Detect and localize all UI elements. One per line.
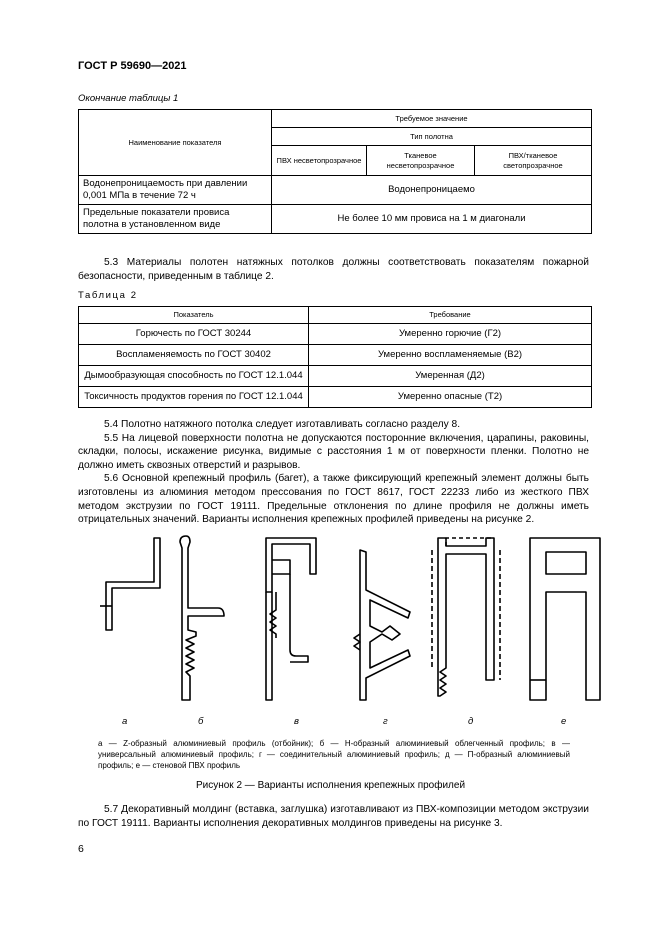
profile-b-drawing <box>180 536 224 700</box>
paragraph-text: 5.7 Декоративный молдинг (вставка, заглушка) изготавливают из ПВХ-композиции методом экструзии по ГОСТ 19111. Варианты исполнения декоративных молдингов приведены на рисунке 3. <box>78 804 589 829</box>
table1-row-value: Водонепроницаемо <box>272 176 592 205</box>
paragraph-5-4: 5.4 Полотно натяжного потолка следует изготавливать согласно разделу 8. <box>104 419 461 430</box>
figure-label-d: д <box>468 716 474 727</box>
figure-2-legend: а — Z-образный алюминиевый профиль (отбойник); б — Н-образный алюминиевый облегченный профиль; в — универсальный алюминиевый профиль; г — соединительный алюминиевый профиль; д — П-образный алюминиевый профиль; е — стеновой ПВХ профиль <box>98 739 570 770</box>
paragraph-5-3 <box>78 256 589 283</box>
figure-label-v: в <box>294 716 299 727</box>
paragraph-5-5: 5.5 На лицевой поверхности полотна не допускаются посторонние включения, царапины, раковины, складки, полосы, искажение рисунка, видимые с расстояния 1 м от поверхности пленки. Полотно не должно иметь сквозных отверстий и разрывов. <box>78 432 589 471</box>
figure-label-g: г <box>383 716 388 727</box>
table1-row-name: Предельные показатели провиса полотна в установленном виде <box>79 205 272 234</box>
paragraph-5-7 <box>78 803 589 830</box>
figure-label-a: а <box>122 716 128 727</box>
figure-label-b: б <box>198 716 204 727</box>
table2-row-name: Воспламеняемость по ГОСТ 30402 <box>79 345 309 366</box>
table1-head-required: Требуемое значение <box>272 110 592 128</box>
table2-head-param: Показатель <box>79 307 309 324</box>
table2-row-value: Умеренная (Д2) <box>309 366 592 387</box>
table1-head-param: Наименование показателя <box>79 110 272 176</box>
table1-caption: Окончание таблицы 1 <box>78 93 179 104</box>
table2-head-req: Требование <box>309 307 592 324</box>
figure-2-caption: Рисунок 2 — Варианты исполнения крепежных профилей <box>195 780 466 791</box>
profile-d-drawing <box>432 538 500 696</box>
table1-head-col1: ПВХ несветопрозрачное <box>272 146 367 176</box>
table1-row-name: Водонепроницаемость при давлении 0,001 МПа в течение 72 ч <box>79 176 272 205</box>
profile-e-drawing <box>530 538 600 700</box>
paragraphs-5-4-to-5-6 <box>78 418 589 527</box>
table1 <box>78 109 592 234</box>
table2-row-name: Горючесть по ГОСТ 30244 <box>79 324 309 345</box>
table1-row-value: Не более 10 мм провиса на 1 м диагонали <box>272 205 592 234</box>
table2-row-value: Умеренно воспламеняемые (В2) <box>309 345 592 366</box>
page-number: 6 <box>78 843 84 855</box>
profile-a-drawing <box>100 538 160 630</box>
table2-row-name: Токсичность продуктов горения по ГОСТ 12.1.044 <box>79 387 309 408</box>
table2-caption: Таблица 2 <box>78 290 138 301</box>
table2-row-value: Умеренно опасные (Т2) <box>309 387 592 408</box>
table2-row-name: Дымообразующая способность по ГОСТ 12.1.044 <box>79 366 309 387</box>
table1-head-col3: ПВХ/тканевое светопрозрачное <box>475 146 592 176</box>
document-id: ГОСТ Р 59690—2021 <box>78 60 187 72</box>
figure-label-e: е <box>561 716 567 727</box>
profile-g-drawing <box>354 550 410 700</box>
profile-v-drawing <box>266 538 316 700</box>
table2-row-value: Умеренно горючие (Г2) <box>309 324 592 345</box>
paragraph-text: 5.3 Материалы полотен натяжных потолков должны соответствовать показателям пожарной безопасности, приведенным в таблице 2. <box>78 257 589 282</box>
paragraph-5-6: 5.6 Основной крепежный профиль (багет), а также фиксирующий крепежный элемент должны быть изготовлены из алюминия методом прессования по ГОСТ 8617, ГОСТ 22233 либо из жесткого ПВХ методом экструзии по ГОСТ 19111. Предельные отклонения по длине профиля не должны иметь отрицательных значений. Варианты исполнения крепежных профилей приведены на рисунке 2. <box>78 473 589 526</box>
figure-2-profiles <box>90 530 610 710</box>
table1-head-type: Тип полотна <box>272 128 592 146</box>
table1-head-col2: Тканевое несветопрозрачное <box>367 146 475 176</box>
table2 <box>78 306 592 408</box>
